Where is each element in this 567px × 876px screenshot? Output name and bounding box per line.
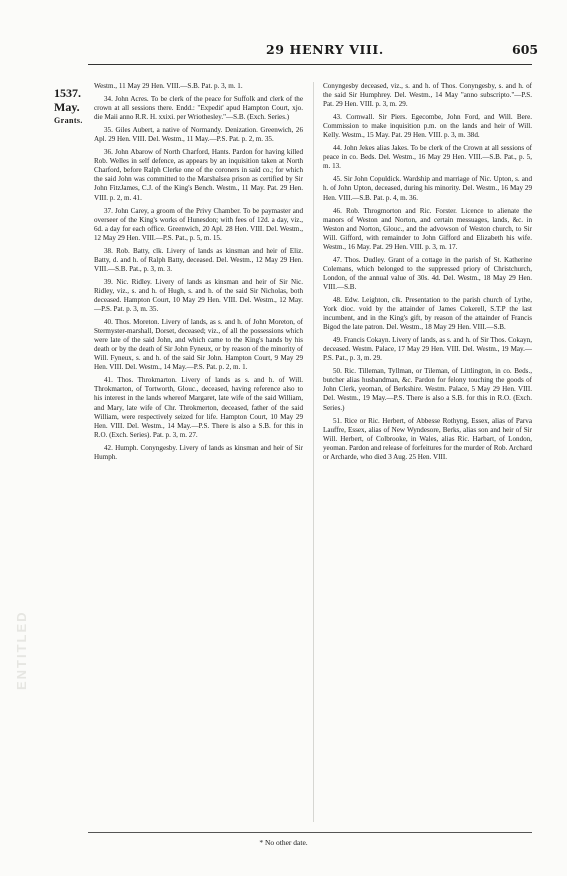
entry-44: 44. John Jekes alias Jakes. To be clerk of the Crown at all sessions of peace in co. Beds. Del. Westm., 16 May 29 Hen. VIII.—S.B. Pat., p. 5, m. 13. xyxy=(323,144,532,171)
entry-38: 38. Rob. Batty, clk. Livery of lands as kinsman and heir of Eliz. Batty, d. and h. of Ralph Batty, deceased. Del. Westm., 12 May 29 Hen. VIII.—S.B. Pat., p. 3, m. 3. xyxy=(94,246,303,273)
entry-46: 46. Rob. Throgmorton and Ric. Forster. Licence to alienate the manors of Weston and Norton, and certain messuages, lands, &c. in Weston and Norton, Glouc., and the advowson of Weston church, to Sir Will. Gifford, with remainder to John Gifford and Elizabeth his wife. Westm., 16 May. Pat. 29 Hen. VIII. p. 3, m. 17. xyxy=(323,206,532,251)
column-divider xyxy=(313,82,314,822)
entry-49: 49. Francis Cokayn. Livery of lands, as s. and h. of Sir Thos. Cokayn, deceased. Westm. Palace, 17 May 29 Hen. VIII. Del. Westm., 19 May.—P.S. Pat., p. 3, m. 29. xyxy=(323,336,532,363)
margin-section: Grants. xyxy=(54,116,83,125)
margin-notes xyxy=(54,86,94,125)
entry-51: 51. Rice or Ric. Herbert, of Abbesse Rothyng, Essex, alias of Parva Lauffre, Essex, alias of New Wyndesore, Berks, alias son and heir of Sir Will. Herbert, of Colbrooke, in Wales, alias Ric. Harbart, of London, yeoman. Pardon and release of forfeitures for the murder of Rob. Archard or Archarde, who died 3 Aug. 25 Hen. VIII. xyxy=(323,416,532,461)
entry-47: 47. Thos. Dudley. Grant of a cottage in the parish of St. Katherine Colemans, which belonged to the suppressed priory of Christchurch, London, of the annual value of 30s. 4d. Del. Westm., 18 May 29 Hen. VIII.—S.B. xyxy=(323,255,532,291)
entry-40: 40. Thos. Moreton. Livery of lands, as s. and h. of John Moreton, of Stermyster-marshall, Dorset, deceased; viz., of all the possessions which were late of the said John, and which came to the King's hands by his death or by the death of Sir John Fyneux, or by reason of the minority of Will. Fyneux, s. and h. of the said Sir John. Hampton Court, 9 May 29 Hen. VIII. Del. Westm., 14 May.—P.S. Pat. p. 2, m. 1. xyxy=(94,318,303,372)
footnote-rule xyxy=(88,832,532,833)
entry-42-continued: Conyngesby deceased, viz., s. and h. of Thos. Conyngesby, s. and h. of the said Sir Humphrey. Del. Westm., 14 May "anno subscripto."—P.S. Pat. 29 Hen. VIII. p. 3, m. 29. xyxy=(323,82,532,109)
entry-45: 45. Sir John Copuldick. Wardship and marriage of Nic. Upton, s. and h. of John Upton, deceased, during his minority. Del. Westm., 16 May 29 Hen. VIII.—S.B. Pat. p. 4, m. 36. xyxy=(323,175,532,202)
entry-39: 39. Nic. Ridley. Livery of lands as kinsman and heir of Sir Nic. Ridley, viz., s. and h. of Hugh, s. and h. of the said Sir Nicholas, both deceased. Hampton Court, 10 May 29 Hen. VIII. Del. Westm., 12 May.—P.S. Pat. p. 3, m. 35. xyxy=(94,277,303,314)
margin-month: May. xyxy=(54,100,80,114)
entry-34: 34. John Acres. To be clerk of the peace for Suffolk and clerk of the crown at all sessions there. Endd.: "Expedit' apud Hampton Court, xjo. die Maii anno R.R. H. xxixi. per Wriothesley."—S.B. (Exch. Series.) xyxy=(94,95,303,122)
entry-48: 48. Edw. Leighton, clk. Presentation to the parish church of Lythe, York dioc. void by the attainder of James Cokerell, S.T.P the last incumbent, and in the King's gift, by reason of the attainder of Francis Bigod the late patron. Del. Westm., 18 May 29 Hen. VIII.—S.B. xyxy=(323,295,532,332)
entry-37: 37. John Carey, a groom of the Privy Chamber. To be paymaster and overseer of the King's works of Hunesdon; with fees of 12d. a day, viz., 6d. a day for each office. Greenwich, 20 Apl. 28 Hen. VIII. Del. Westm., 12 May 29 Hen. VIII.—P.S. Pat., p. 5, m. 15. xyxy=(94,206,303,242)
margin-year: 1537. xyxy=(54,86,81,100)
running-title: 29 HENRY VIII. xyxy=(266,42,384,57)
running-head xyxy=(0,42,567,62)
watermark-stamp xyxy=(8,520,36,700)
entry-50: 50. Ric. Tilleman, Tyllman, or Tileman, of Littlington, in co. Beds., butcher alias husbandman, &c. Pardon for felony touching the goods of John Clerk, yeoman, of Berkshire. Westm. Palace, 5 May 29 Hen. VIII. Del. Westm., 19 May.—P.S. There is also a S.B. for this in R.O. (Exch. Series.) xyxy=(323,367,532,412)
header-rule xyxy=(88,64,532,65)
right-column xyxy=(323,82,532,466)
watermark-text: ENTITLED xyxy=(14,610,29,690)
entry-41: 41. Thos. Throkmarton. Livery of lands as s. and h. of Will. Throkmarton, of Tortworth, Glouc., deceased, having reference also to his interest in the lands whereof Margaret, late wife of the said William, and Mary, late wife of Chr. Throkmerton, deceased, father of the said William, were respectively seized for life. Hampton Court, 10 May 29 Hen. VIII. Del. Westm., 14 May.—P.S. There is also a S.B. for this in R.O. (Exch. Series). Pat. p. 3, m. 27. xyxy=(94,376,303,439)
footnote: * No other date. xyxy=(259,838,308,847)
entry-36: 36. John Abarow of North Charford, Hants. Pardon for having killed Rob. Welles in self defence, as appears by an inquisition taken at North Charford, before Ralph Clerke one of the coroners in said co.; for which the said John was committed to the Marshalsea prison as certified by Sir John FitzJames, C.J. of the King's Bench. Westm., 11 May. Pat. 29 Hen. VIII. p. 2, m. 41. xyxy=(94,148,303,202)
entry-continued: Westm., 11 May 29 Hen. VIII.—S.B. Pat. p. 3, m. 1. xyxy=(94,82,243,90)
entry-42: 42. Humph. Conyngesby. Livery of lands as kinsman and heir of Sir Humph. xyxy=(94,443,303,461)
entry-43: 43. Cornwall. Sir Piers. Egecombe, John Ford, and Will. Bere. Commission to make inquisition p.m. on the lands and heir of Will. Kelly. Westm., 15 May. Pat. 29 Hen. VIII. p. 3, m. 38d. xyxy=(323,113,532,140)
left-column xyxy=(94,82,303,466)
page-number: 605 xyxy=(512,42,539,57)
entry-35: 35. Giles Aubert, a native of Normandy. Denization. Greenwich, 26 Apl. 29 Hen. VIII. Del. Westm., 11 May.—P.S. Pat. p. 2, m. 35. xyxy=(94,126,303,144)
